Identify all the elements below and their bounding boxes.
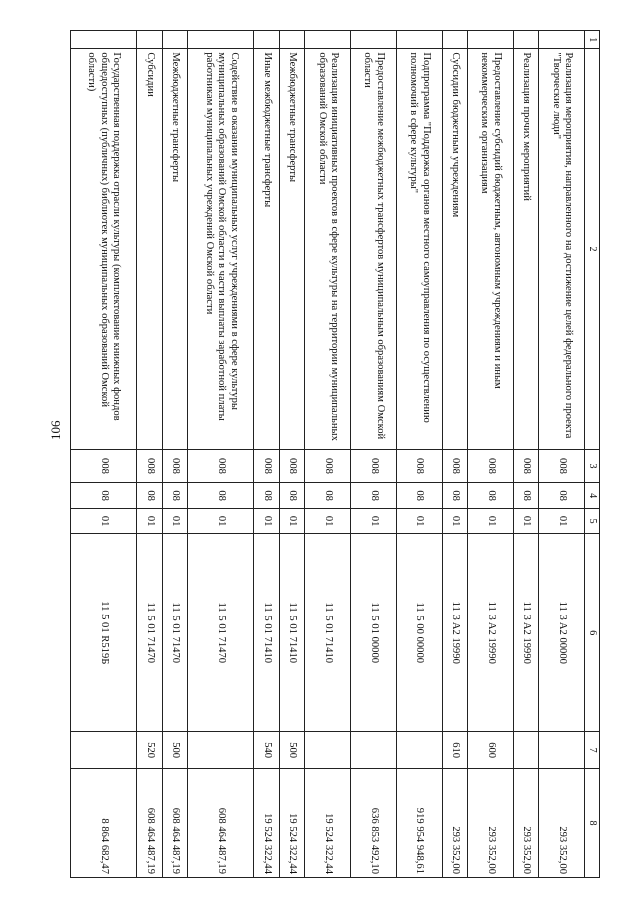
cell-c3: 008 xyxy=(137,449,162,483)
cell-col1 xyxy=(137,31,162,49)
cell-name: Реализация прочих мероприятий xyxy=(513,49,538,449)
table-row xyxy=(162,31,187,878)
cell-c4: 08 xyxy=(467,483,513,508)
table-row xyxy=(539,31,585,878)
cell-c4: 08 xyxy=(305,483,351,508)
cell-c8: 19 524 322,44 xyxy=(279,769,304,878)
cell-c8: 293 352,00 xyxy=(442,769,467,878)
cell-c3: 008 xyxy=(467,449,513,483)
cell-c8: 8 864 682,47 xyxy=(71,769,137,878)
cell-c8: 19 524 322,44 xyxy=(254,769,279,878)
col-header-1: 1 xyxy=(585,31,600,49)
col-header-7: 7 xyxy=(585,732,600,769)
cell-c3: 008 xyxy=(305,449,351,483)
cell-c8: 608 464 487,19 xyxy=(162,769,187,878)
cell-name: Межбюджетные трансферты xyxy=(279,49,304,449)
cell-c7 xyxy=(513,732,538,769)
cell-c6: 11 5 01 71470 xyxy=(137,534,162,732)
cell-name: Субсидии xyxy=(137,49,162,449)
cell-c4: 08 xyxy=(539,483,585,508)
cell-c4: 08 xyxy=(71,483,137,508)
cell-c7: 600 xyxy=(467,732,513,769)
cell-c5: 01 xyxy=(396,508,442,533)
cell-c3: 008 xyxy=(396,449,442,483)
cell-col1 xyxy=(467,31,513,49)
cell-c3: 008 xyxy=(162,449,187,483)
cell-c5: 01 xyxy=(305,508,351,533)
col-header-8: 8 xyxy=(585,769,600,878)
budget-table-container xyxy=(70,30,600,878)
cell-c6: 11 3 A2 19990 xyxy=(442,534,467,732)
cell-c8: 919 954 948,61 xyxy=(396,769,442,878)
cell-c4: 08 xyxy=(396,483,442,508)
cell-c5: 01 xyxy=(442,508,467,533)
col-header-3: 3 xyxy=(585,449,600,483)
cell-col1 xyxy=(162,31,187,49)
cell-c7: 540 xyxy=(254,732,279,769)
cell-c5: 01 xyxy=(162,508,187,533)
cell-c7 xyxy=(396,732,442,769)
table-row xyxy=(137,31,162,878)
cell-name: Предоставление межбюджетных трансфертов муниципальным образованиям Омской области xyxy=(350,49,396,449)
budget-table xyxy=(70,30,600,878)
cell-c7: 520 xyxy=(137,732,162,769)
cell-c5: 01 xyxy=(188,508,254,533)
cell-c4: 08 xyxy=(279,483,304,508)
cell-c6: 11 5 01 71410 xyxy=(305,534,351,732)
table-row xyxy=(513,31,538,878)
cell-c7: 500 xyxy=(279,732,304,769)
cell-c7 xyxy=(350,732,396,769)
cell-c4: 08 xyxy=(162,483,187,508)
cell-c6: 11 3 A2 00000 xyxy=(539,534,585,732)
cell-c6: 11 5 00 00000 xyxy=(396,534,442,732)
cell-c7 xyxy=(539,732,585,769)
cell-c6: 11 5 01 71470 xyxy=(162,534,187,732)
cell-c6: 11 5 01 71410 xyxy=(279,534,304,732)
cell-c4: 08 xyxy=(137,483,162,508)
cell-c6: 11 5 01 71410 xyxy=(254,534,279,732)
cell-c5: 01 xyxy=(279,508,304,533)
cell-col1 xyxy=(254,31,279,49)
table-row xyxy=(467,31,513,878)
cell-c8: 19 524 322,44 xyxy=(305,769,351,878)
cell-name: Реализация мероприятия, направленного на достижение целей федерального проекта "Творческие люди" xyxy=(539,49,585,449)
cell-c6: 11 3 A2 19990 xyxy=(467,534,513,732)
cell-c8: 608 464 487,19 xyxy=(137,769,162,878)
page-number: 106 xyxy=(48,420,63,440)
cell-c4: 08 xyxy=(513,483,538,508)
cell-c3: 008 xyxy=(442,449,467,483)
cell-col1 xyxy=(279,31,304,49)
col-header-4: 4 xyxy=(585,483,600,508)
cell-c7: 500 xyxy=(162,732,187,769)
cell-col1 xyxy=(539,31,585,49)
table-row xyxy=(188,31,254,878)
cell-c3: 008 xyxy=(350,449,396,483)
cell-c3: 008 xyxy=(188,449,254,483)
cell-c7 xyxy=(71,732,137,769)
cell-name: Государственная поддержка отрасли культуры (комплектование книжных фондов общедоступных (публичных) библиотек муниципальных образований Омской области) xyxy=(71,49,137,449)
cell-name: Подпрограмма "Поддержка органов местного самоуправления по осуществлению полномочий в сфере культуры" xyxy=(396,49,442,449)
table-row xyxy=(396,31,442,878)
cell-c5: 01 xyxy=(513,508,538,533)
cell-c4: 08 xyxy=(350,483,396,508)
cell-c6: 11 5 01 71470 xyxy=(188,534,254,732)
cell-c5: 01 xyxy=(539,508,585,533)
table-row xyxy=(254,31,279,878)
cell-c4: 08 xyxy=(254,483,279,508)
table-row xyxy=(279,31,304,878)
cell-col1 xyxy=(396,31,442,49)
cell-col1 xyxy=(305,31,351,49)
cell-c5: 01 xyxy=(71,508,137,533)
cell-c8: 608 464 487,19 xyxy=(188,769,254,878)
cell-c6: 11 5 01 00000 xyxy=(350,534,396,732)
cell-c7 xyxy=(305,732,351,769)
cell-col1 xyxy=(188,31,254,49)
cell-name: Межбюджетные трансферты xyxy=(162,49,187,449)
cell-c5: 01 xyxy=(137,508,162,533)
cell-c6: 11 5 01 R519Б xyxy=(71,534,137,732)
col-header-6: 6 xyxy=(585,534,600,732)
cell-name: Содействие в оказании муниципальных услуг учреждениями в сфере культуры муниципальных образований Омской области в части выплаты заработной платы работникам муниципальных учреждений Омской области xyxy=(188,49,254,449)
cell-c3: 008 xyxy=(513,449,538,483)
cell-c3: 008 xyxy=(71,449,137,483)
header-row xyxy=(585,31,600,878)
cell-col1 xyxy=(71,31,137,49)
cell-c8: 293 352,00 xyxy=(467,769,513,878)
cell-c4: 08 xyxy=(188,483,254,508)
table-body xyxy=(71,31,585,878)
table-row xyxy=(305,31,351,878)
cell-col1 xyxy=(442,31,467,49)
cell-c8: 293 352,00 xyxy=(539,769,585,878)
cell-col1 xyxy=(350,31,396,49)
cell-c7: 610 xyxy=(442,732,467,769)
cell-name: Иные межбюджетные трансферты xyxy=(254,49,279,449)
cell-name: Реализация инициативных проектов в сфере культуры на территории муниципальных образований Омской области xyxy=(305,49,351,449)
cell-c6: 11 3 A2 19990 xyxy=(513,534,538,732)
cell-name: Предоставление субсидий бюджетным, автономным учреждениям и иным некоммерческим организациям xyxy=(467,49,513,449)
table-row xyxy=(442,31,467,878)
cell-c8: 636 853 492,10 xyxy=(350,769,396,878)
col-header-2: 2 xyxy=(585,49,600,449)
cell-name: Субсидии бюджетным учреждениям xyxy=(442,49,467,449)
cell-c4: 08 xyxy=(442,483,467,508)
cell-c3: 008 xyxy=(539,449,585,483)
cell-c3: 008 xyxy=(279,449,304,483)
cell-col1 xyxy=(513,31,538,49)
cell-c5: 01 xyxy=(254,508,279,533)
col-header-5: 5 xyxy=(585,508,600,533)
cell-c5: 01 xyxy=(467,508,513,533)
cell-c7 xyxy=(188,732,254,769)
table-row xyxy=(350,31,396,878)
cell-c3: 008 xyxy=(254,449,279,483)
cell-c8: 293 352,00 xyxy=(513,769,538,878)
table-row xyxy=(71,31,137,878)
cell-c5: 01 xyxy=(350,508,396,533)
